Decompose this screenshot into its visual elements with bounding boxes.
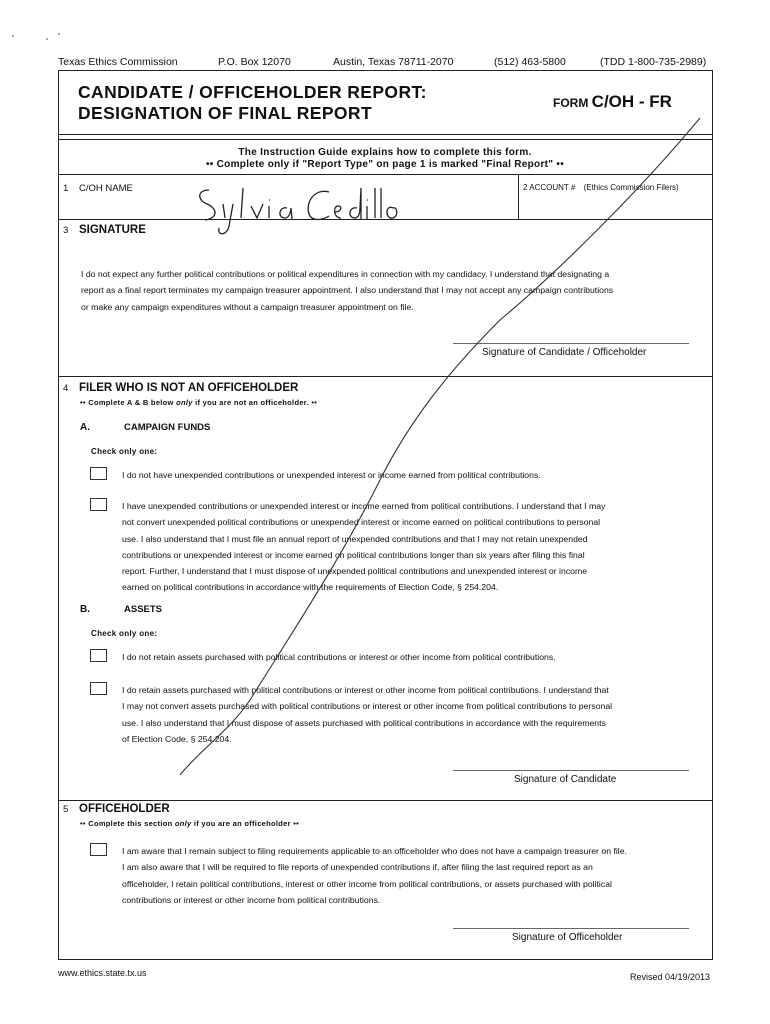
text-line: contributions or unexpended interest or income earned on political contributions longer than six years after filing this final <box>122 549 585 560</box>
section5-title: OFFICEHOLDER <box>79 803 170 815</box>
field2-note: (Ethics Commission Filers) <box>583 183 679 192</box>
text-line: I am also aware that I will be required to file reports of unexpended contributions if, after filing the last required report as an <box>122 862 593 873</box>
text-line: I am aware that I remain subject to filing requirements applicable to an officeholder who does not have a campaign treasurer on file. <box>122 846 627 856</box>
signature-label-officeholder: Signature of Officeholder <box>512 932 623 943</box>
subtitle-emphasis: only <box>174 819 192 828</box>
section4-number: 4 <box>63 383 69 394</box>
subtitle-emphasis: only <box>176 398 193 407</box>
part-b-check-label: Check only one: <box>91 629 158 638</box>
part-b-letter: B. <box>80 604 90 615</box>
text-line: of Election Code, § 254.204. <box>122 733 232 744</box>
part-a-letter: A. <box>80 422 90 433</box>
part-b-title: ASSETS <box>124 604 163 615</box>
text-line: I do retain assets purchased with political contributions or interest or other income from political contributions. I understand that <box>122 685 609 695</box>
part-a-check-label: Check only one: <box>91 447 158 456</box>
text-line: I do not retain assets purchased with political contributions or interest or other income from political contributions. <box>122 652 556 662</box>
subtitle-text: •• Complete this section <box>80 819 175 828</box>
text-line: I have unexpended contributions or unexpended interest or income earned from political contributions. I understand that I may <box>122 501 606 511</box>
signature-label-candidate: Signature of Candidate <box>514 774 617 785</box>
text-line: not convert unexpended political contributions or unexpended interest or income earned on political contributions to personal <box>122 517 601 528</box>
instruction-line2: •• Complete only if "Report Type" on page 1 is marked "Final Report" •• <box>205 159 565 170</box>
agency-name: Texas Ethics Commission <box>58 56 178 68</box>
text-line: contributions or interest or other income from political contributions. <box>122 894 381 905</box>
form-title-line2: DESIGNATION OF FINAL REPORT <box>78 103 373 123</box>
footer-website: www.ethics.state.tx.us <box>58 968 147 978</box>
text-line: officeholder, I retain political contributions, interest or other income from political contributions, or assets purchased with political <box>122 878 612 889</box>
footer-revised-date: Revised 04/19/2013 <box>630 972 711 982</box>
city-address: Austin, Texas 78711-2070 <box>333 56 454 68</box>
subtitle-text: if you are an officeholder •• <box>191 819 300 828</box>
subtitle-text: •• Complete A & B below <box>80 398 177 407</box>
text-line: use. I also understand that I must dispose of assets purchased with political contributions in accordance with the requirements <box>122 717 606 728</box>
field2-number: 2 <box>523 183 528 192</box>
text-line: report as a final report terminates my campaign treasurer appointment. I also understand that I may not accept any campaign contributions <box>81 285 614 296</box>
text-line: report. Further, I understand that I must dispose of unexpended political contributions and unexpended interest or income <box>122 566 588 577</box>
part-a-title: CAMPAIGN FUNDS <box>124 422 211 433</box>
text-line: use. I also understand that I must file an annual report of unexpended contributions and that I may not retain unexpended <box>122 533 588 544</box>
text-line: or make any campaign expenditures without a campaign treasurer appointment on file. <box>81 301 414 312</box>
text-line: I do not expect any further political contributions or political expenditures in connection with my candidacy. I understand that designating a <box>81 269 610 279</box>
form-prefix: FORM <box>553 96 589 110</box>
text-line: I may not convert assets purchased with political contributions or interest or other income from political contributions to personal <box>122 701 613 712</box>
text-line: I do not have unexpended contributions or unexpended interest or income earned from political contributions. <box>122 470 541 480</box>
subtitle-text: if you are not an officeholder. •• <box>192 398 318 407</box>
field1-number: 1 <box>63 183 69 194</box>
text-line: earned on political contributions in accordance with the requirements of Election Code, § 254.204. <box>122 582 499 593</box>
po-box: P.O. Box 12070 <box>218 56 291 68</box>
form-number: C/OH - FR <box>591 92 672 111</box>
section3-title: SIGNATURE <box>79 224 146 236</box>
section3-number: 3 <box>63 225 69 236</box>
tdd-number: (TDD 1-800-735-2989) <box>600 56 707 68</box>
section4-title: FILER WHO IS NOT AN OFFICEHOLDER <box>79 382 299 394</box>
form-title-line1: CANDIDATE / OFFICEHOLDER REPORT: <box>78 82 427 102</box>
field2-label: ACCOUNT # <box>529 183 576 192</box>
phone-number: (512) 463-5800 <box>494 56 566 68</box>
signature-label-candidate-officeholder: Signature of Candidate / Officeholder <box>482 347 647 358</box>
field1-label: C/OH NAME <box>79 183 133 194</box>
section5-number: 5 <box>63 804 69 815</box>
instruction-line1: The Instruction Guide explains how to complete this form. <box>238 147 532 158</box>
